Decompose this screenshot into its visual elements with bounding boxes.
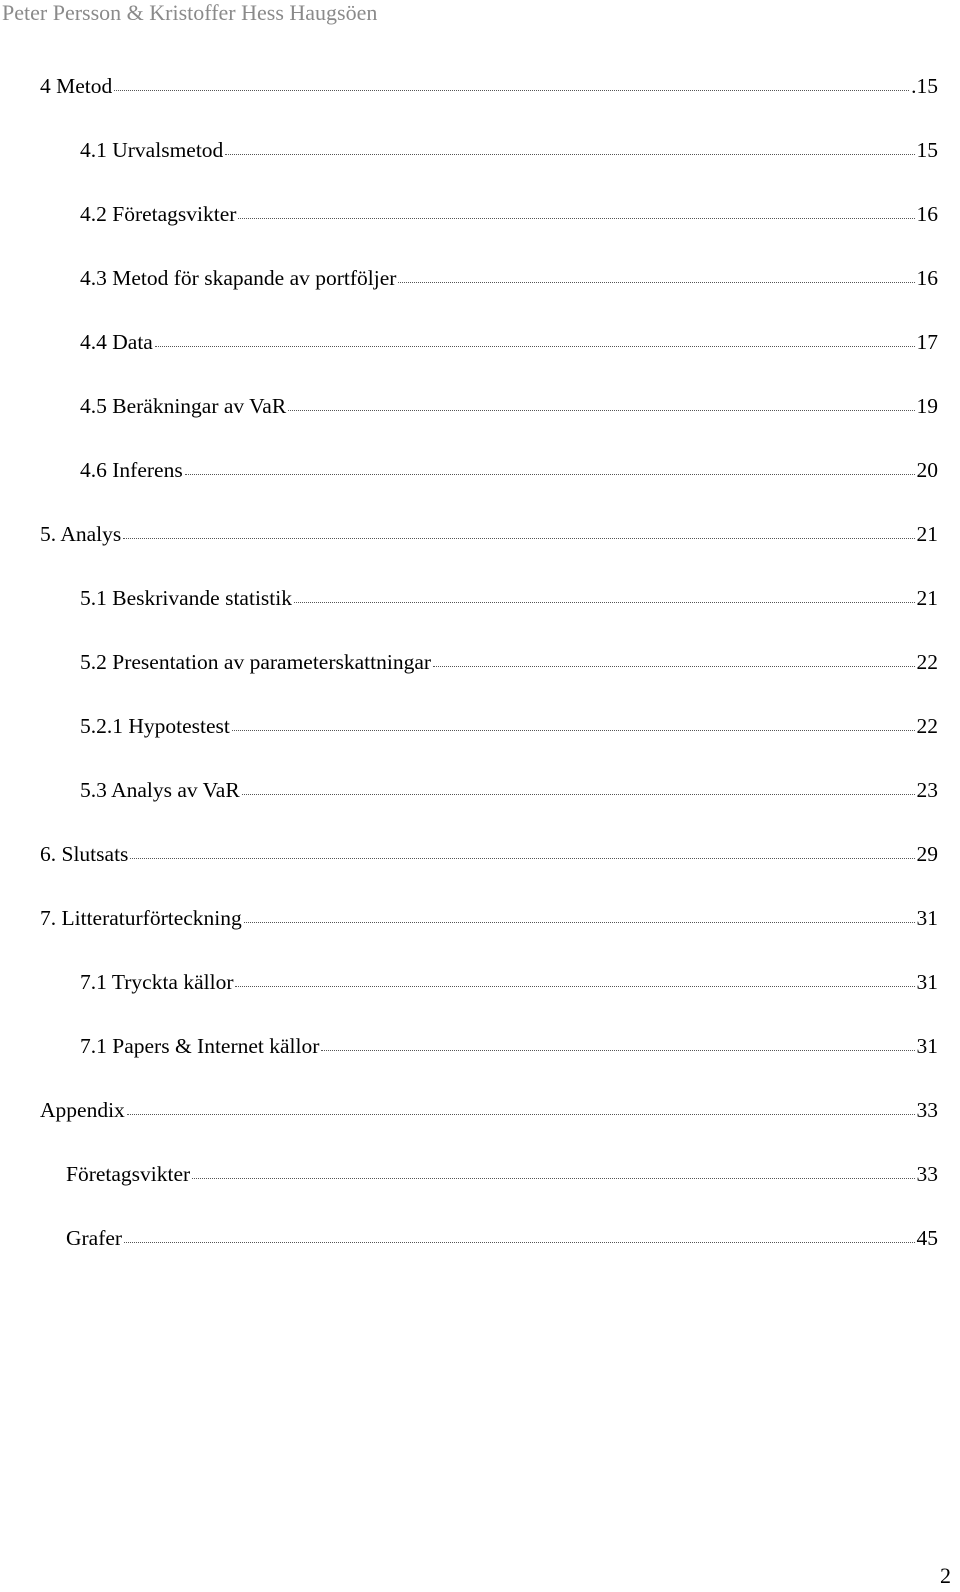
- toc-entry: [80, 266, 938, 290]
- toc-entry-label: 5.2.1 Hypotestest: [80, 714, 230, 738]
- toc-entry-label: 5.3 Analys av VaR: [80, 778, 240, 802]
- toc-entry-page: 23: [916, 778, 938, 802]
- toc-entry: [40, 522, 938, 546]
- toc-entry-label: 7. Litteraturförteckning: [40, 906, 242, 930]
- toc-entry: [80, 202, 938, 226]
- toc-entry-label: 4.3 Metod för skapande av portföljer: [80, 266, 397, 290]
- toc-entry: [80, 970, 938, 994]
- toc-leader-dots: [294, 584, 915, 603]
- toc-leader-dots: [124, 1224, 914, 1243]
- toc-entry-label: 4.1 Urvalsmetod: [80, 138, 224, 162]
- toc-entry-label: 7.1 Papers & Internet källor: [80, 1034, 320, 1058]
- toc-entry-page: 29: [916, 842, 938, 866]
- toc-entry: [80, 330, 938, 354]
- toc-entry-page: 45: [916, 1226, 938, 1250]
- toc-entry-label: 4.2 Företagsvikter: [80, 202, 237, 226]
- toc-leader-dots: [130, 840, 914, 859]
- toc-entry: [80, 586, 938, 610]
- toc-leader-dots: [288, 392, 914, 411]
- toc-entry-page: 31: [916, 906, 938, 930]
- toc-entry-label: Grafer: [66, 1226, 123, 1250]
- toc-entry-label: 5. Analys: [40, 522, 122, 546]
- toc-entry: [66, 1162, 938, 1186]
- toc-entry-page: 19: [916, 394, 938, 418]
- toc-entry-label: 4.6 Inferens: [80, 458, 183, 482]
- toc-entry: [80, 778, 938, 802]
- toc-entry: [80, 394, 938, 418]
- toc-leader-dots: [185, 456, 915, 475]
- toc-entry-label: 4.5 Beräkningar av VaR: [80, 394, 287, 418]
- running-header: Peter Persson & Kristoffer Hess Haugsöen: [2, 0, 378, 25]
- toc-leader-dots: [398, 264, 914, 283]
- page-number: 2: [940, 1563, 951, 1588]
- toc-entry-page: .15: [911, 74, 938, 98]
- toc-entry: [80, 458, 938, 482]
- toc-entry-label: 6. Slutsats: [40, 842, 129, 866]
- toc-leader-dots: [321, 1032, 914, 1051]
- toc-leader-dots: [232, 712, 915, 731]
- toc-entry-page: 16: [916, 266, 938, 290]
- toc-leader-dots: [225, 136, 914, 155]
- toc-entry: [80, 1034, 938, 1058]
- toc-entry-label: 5.2 Presentation av parameterskattningar: [80, 650, 432, 674]
- toc-leader-dots: [238, 200, 914, 219]
- toc-entry: [66, 1226, 938, 1250]
- toc-entry-page: 33: [916, 1162, 938, 1186]
- toc-entry-page: 16: [916, 202, 938, 226]
- toc-entry-page: 33: [916, 1098, 938, 1122]
- toc-entry-label: 7.1 Tryckta källor: [80, 970, 234, 994]
- toc-entry-label: 5.1 Beskrivande statistik: [80, 586, 292, 610]
- toc-entry-label: Företagsvikter: [66, 1162, 191, 1186]
- toc-entry-label: 4 Metod: [40, 74, 113, 98]
- toc-entry-page: 22: [916, 650, 938, 674]
- toc-leader-dots: [155, 328, 915, 347]
- toc-entry: [80, 714, 938, 738]
- toc-leader-dots: [127, 1096, 915, 1115]
- toc-entry-page: 17: [916, 330, 938, 354]
- toc-leader-dots: [235, 968, 914, 987]
- toc-entry: [80, 650, 938, 674]
- toc-leader-dots: [114, 72, 909, 91]
- toc-leader-dots: [244, 904, 915, 923]
- toc-entry-page: 21: [916, 586, 938, 610]
- toc-entry-page: 20: [916, 458, 938, 482]
- toc-entry-label: 4.4 Data: [80, 330, 153, 354]
- toc-leader-dots: [192, 1160, 914, 1179]
- toc-entry-page: 15: [916, 138, 938, 162]
- toc-leader-dots: [123, 520, 914, 539]
- toc-entry: [80, 138, 938, 162]
- toc-entry: [40, 74, 938, 98]
- toc-entry-page: 31: [916, 970, 938, 994]
- toc-entry-label: Appendix: [40, 1098, 125, 1122]
- toc-entry-page: 21: [916, 522, 938, 546]
- toc-entry-page: 31: [916, 1034, 938, 1058]
- toc-entry-page: 22: [916, 714, 938, 738]
- toc-entry: [40, 1098, 938, 1122]
- toc-leader-dots: [242, 776, 915, 795]
- toc-leader-dots: [433, 648, 914, 667]
- toc-entry: [40, 906, 938, 930]
- toc-entry: [40, 842, 938, 866]
